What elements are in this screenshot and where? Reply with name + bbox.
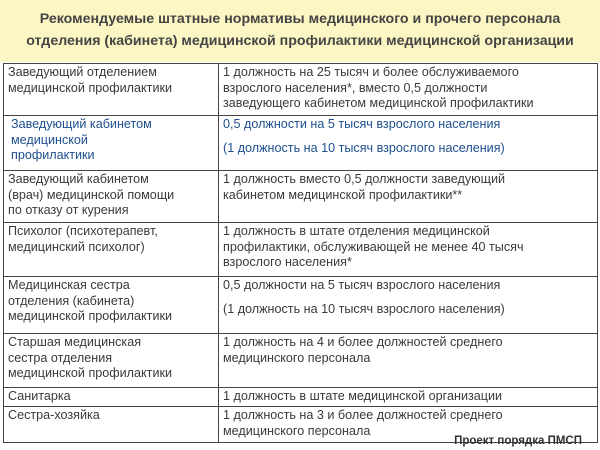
position-cell [4, 64, 219, 116]
norm-text: 1 должность вместо 0,5 должности заведующий [223, 172, 506, 186]
position-cell [4, 407, 219, 443]
norm-text: медицинского персонала [223, 423, 371, 438]
norm-cell [219, 334, 598, 388]
norm-text: (1 должность на 10 тысяч взрослого населения) [223, 301, 505, 316]
position-text: медицинской [11, 132, 88, 147]
norm-text: взрослого населения*, вместо 0,5 должности [223, 80, 488, 95]
position-cell [4, 223, 219, 277]
position-cell [4, 388, 219, 407]
norm-text: 1 должность на 3 и более должностей среднего [223, 408, 503, 422]
norm-cell [219, 388, 598, 407]
norm-cell [219, 116, 598, 171]
norm-text: 1 должность в штате отделения медицинской [223, 224, 490, 238]
norm-text: взрослого населения* [223, 255, 352, 270]
position-text: медицинской профилактики [8, 80, 173, 95]
position-cell [4, 277, 219, 334]
norm-text: 0,5 должности на 5 тысяч взрослого населения [223, 278, 501, 292]
position-text: Психолог (психотерапевт, [8, 224, 158, 238]
staffing-table [3, 63, 598, 443]
norm-cell [219, 277, 598, 334]
position-text: Заведующий кабинетом [11, 117, 152, 131]
norm-text: 1 должность на 4 и более должностей среднего [223, 335, 503, 349]
position-text: Старшая медицинская [8, 335, 142, 349]
norm-text: заведующего кабинетом медицинской профилактики [223, 96, 534, 111]
position-text: Санитарка [8, 389, 71, 403]
norm-cell [219, 64, 598, 116]
norm-text: (1 должность на 10 тысяч взрослого населения) [223, 140, 505, 155]
position-text: Медицинская сестра [8, 278, 130, 292]
position-text: медицинской профилактики [8, 309, 173, 324]
table-row-orderly [4, 388, 598, 407]
table-row-head-of-cabinet [4, 116, 598, 171]
table-row-nurse [4, 277, 598, 334]
norm-text: 0,5 должности на 5 тысяч взрослого населения [223, 117, 501, 131]
position-cell [4, 116, 219, 171]
title-line-1: Рекомендуемые штатные нормативы медицинского и прочего персонала [39, 11, 561, 27]
page-title [10, 8, 590, 52]
position-text: медицинской профилактики [8, 366, 173, 381]
position-text: сестра отделения [8, 350, 113, 365]
position-text: Заведующий отделением [8, 65, 157, 79]
table-row-head-of-department [4, 64, 598, 116]
norm-text: 1 должность на 25 тысяч и более обслуживаемого [223, 65, 519, 79]
position-text: медицинский психолог) [8, 239, 145, 254]
norm-text: профилактики, обслуживающей не менее 40 тысяч [223, 239, 524, 254]
title-line-2: отделения (кабинета) медицинской профилактики медицинской организации [26, 33, 574, 49]
table-row-senior-nurse [4, 334, 598, 388]
position-text: отделения (кабинета) [8, 293, 135, 308]
footer-note: Проект порядка ПМСП [454, 435, 582, 447]
norm-text: кабинетом медицинской профилактики** [223, 187, 463, 202]
norm-text: 1 должность в штате медицинской организации [223, 389, 503, 403]
position-cell [4, 334, 219, 388]
table-row-smoking-cessation [4, 171, 598, 223]
position-text: (врач) медицинской помощи [8, 187, 175, 202]
position-cell [4, 171, 219, 223]
position-text: Заведующий кабинетом [8, 172, 149, 186]
norm-cell [219, 223, 598, 277]
norm-text: медицинского персонала [223, 350, 371, 365]
position-text: Сестра-хозяйка [8, 408, 100, 422]
norm-cell [219, 171, 598, 223]
table-row-psychologist [4, 223, 598, 277]
position-text: профилактики [11, 148, 95, 163]
position-text: по отказу от курения [8, 203, 129, 218]
